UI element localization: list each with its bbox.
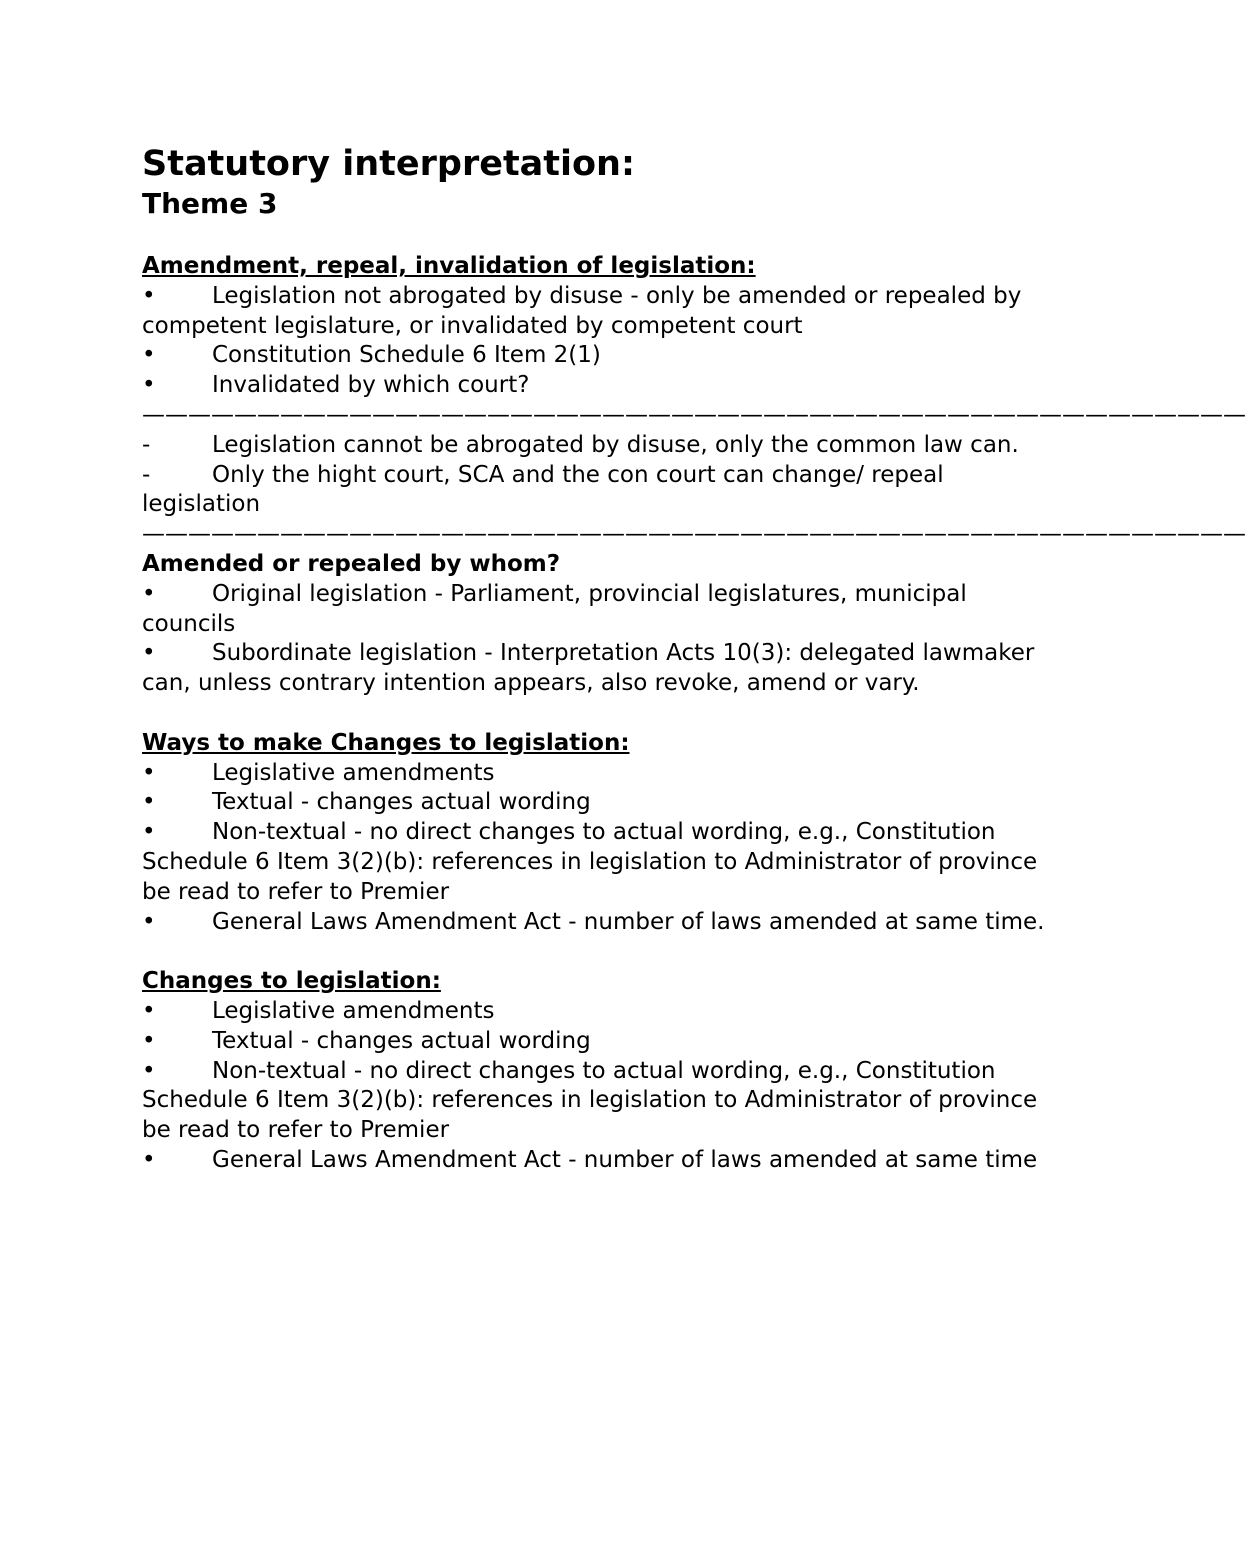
list-item-text: Original legislation - Parliament, provincial legislatures, municipal councils (142, 580, 967, 637)
note-item (142, 431, 1062, 461)
bullet-mark: • (142, 908, 156, 935)
list-item-text: Constitution Schedule 6 Item 2(1) (212, 342, 601, 369)
note-item (142, 461, 1062, 521)
paragraph-gap (142, 699, 1062, 729)
bullet-mark: • (142, 759, 156, 786)
list-item-text: Non-textual - no direct changes to actual wording, e.g., Constitution Schedule 6 Item 3(2)(b): references in legislation to Administrator of province be read to refer to Premier (142, 819, 1038, 905)
section-heading-by-whom: Amended or repealed by whom? (142, 550, 561, 577)
bullet-mark: • (142, 789, 156, 816)
bullet-mark: • (142, 580, 156, 607)
section-heading-ways-to-change: Ways to make Changes to legislation: (142, 729, 630, 756)
list-item-text: Subordinate legislation - Interpretation Acts 10(3): delegated lawmaker can, unless contrary intention appears, also revoke, amend or vary. (142, 640, 1035, 697)
list-item (142, 1027, 1062, 1057)
list-item (142, 371, 1062, 401)
list-item-text: Textual - changes actual wording (212, 789, 591, 816)
list-item (142, 997, 1062, 1027)
section-heading-amendment: Amendment, repeal, invalidation of legislation: (142, 253, 756, 279)
list-item (142, 759, 1062, 789)
bullet-mark: • (142, 372, 156, 399)
bullet-mark: • (142, 1027, 156, 1054)
list-item-text: General Laws Amendment Act - number of laws amended at same time. (212, 908, 1045, 935)
bullet-mark: • (142, 282, 156, 309)
dash-mark: - (142, 461, 151, 488)
list-item (142, 282, 1062, 342)
bullet-mark: • (142, 1057, 156, 1084)
list-item-text: Invalidated by which court? (212, 372, 530, 399)
list-item-text: Non-textual - no direct changes to actual wording, e.g., Constitution Schedule 6 Item 3(2)(b): references in legislation to Administrator of province be read to refer to Premier (142, 1057, 1038, 1144)
list-item (142, 788, 1062, 818)
separator-rule: ———————————————————————————————————————————————— (142, 521, 1246, 548)
separator-rule: ———————————————————————————————————————————————— (142, 401, 1246, 428)
list-item (142, 908, 1062, 938)
bullet-mark: • (142, 1146, 156, 1173)
note-item-text: Only the hight court, SCA and the con court can change/ repeal legislation (142, 461, 944, 518)
list-item-text: Textual - changes actual wording (212, 1027, 591, 1054)
list-item (142, 1146, 1062, 1176)
document-body (142, 142, 1246, 1176)
list-item (142, 639, 1062, 699)
list-item-text: General Laws Amendment Act - number of laws amended at same time (212, 1146, 1038, 1173)
note-item-text: Legislation cannot be abrogated by disuse, only the common law can. (212, 431, 1019, 458)
list-item (142, 1057, 1062, 1146)
list-item (142, 580, 1062, 640)
list-item-text: Legislative amendments (212, 759, 495, 786)
bullet-mark: • (142, 640, 156, 667)
section-heading-changes: Changes to legislation: (142, 968, 441, 995)
list-item-text: Legislative amendments (212, 997, 495, 1024)
bullet-mark: • (142, 997, 156, 1024)
bullet-mark: • (142, 819, 156, 846)
dash-mark: - (142, 431, 151, 458)
document-title: Statutory interpretation: (142, 144, 635, 184)
bullet-mark: • (142, 342, 156, 369)
list-item (142, 341, 1062, 371)
paragraph-gap (142, 937, 1062, 967)
list-item-text: Legislation not abrogated by disuse - only be amended or repealed by competent legislature, or invalidated by competent court (142, 282, 1022, 339)
document-subtitle: Theme 3 (142, 187, 278, 220)
list-item (142, 818, 1062, 907)
